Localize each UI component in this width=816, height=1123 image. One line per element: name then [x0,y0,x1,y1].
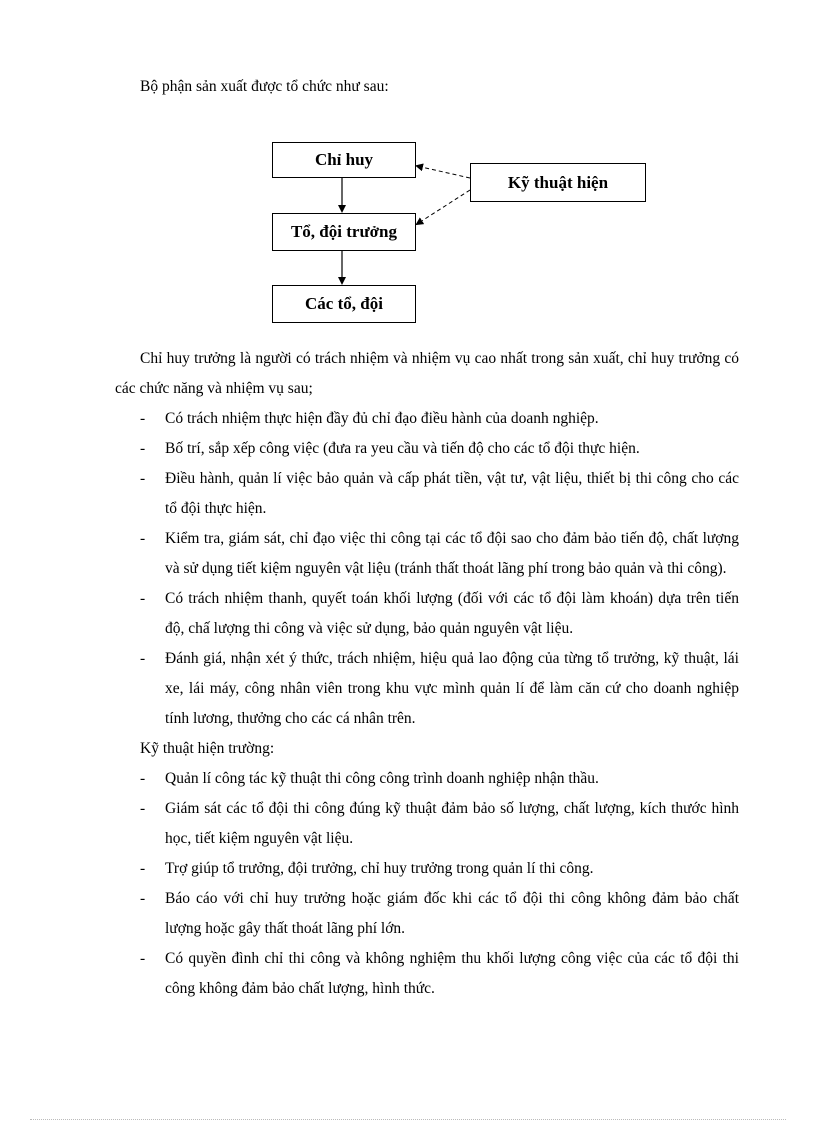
org-diagram [0,0,816,340]
bullet-dash: - [140,470,146,487]
technical-duty-5: Có quyền đình chỉ thi công và không nghiệm thu khối lượng công việc của các tổ đội thi công không đảm bảo chất lượng, hình thức. [165,950,739,997]
list-item [115,884,739,944]
bullet-dash: - [140,410,146,427]
box-team-leader [272,213,416,251]
box-team-leader-label: Tổ, đội trưởng [290,222,398,241]
commander-duty-6: Đánh giá, nhận xét ý thức, trách nhiệm, hiệu quả lao động của từng tổ trưởng, kỹ thuật, lái xe, lái máy, công nhân viên trong khu vực mình quản lí để làm căn cứ cho doanh nghiệp tính lương, thưởng cho các cá nhân trên. [165,650,739,727]
box-site-technical [470,163,646,202]
list-item [115,464,739,524]
technical-duty-1: Quản lí công tác kỹ thuật thi công công trình doanh nghiệp nhận thầu. [165,770,599,787]
list-item [115,584,739,644]
bullet-dash: - [140,950,146,967]
commander-duty-5: Có trách nhiệm thanh, quyết toán khối lượng (đối với các tổ đội làm khoán) dựa trên tiến độ, chấ lượng thi công và việc sử dụng, bảo quản nguyên vật liệu. [165,590,739,637]
technical-duty-4: Báo cáo với chỉ huy trưởng hoặc giám đốc khi các tổ đội thi công không đảm bảo chất lượng hoặc gây thất thoát lãng phí lớn. [165,890,739,937]
list-item [115,854,739,884]
list-item [115,404,739,434]
box-teams [272,285,416,323]
bullet-dash: - [140,440,146,457]
bullet-dash: - [140,860,146,877]
commander-duty-3: Điều hành, quản lí việc bảo quản và cấp phát tiền, vật tư, vật liệu, thiết bị thi công cho các tổ đội thực hiện. [165,470,739,517]
intro-text: Bộ phận sản xuất được tổ chức như sau: [140,78,389,95]
commander-duty-4: Kiểm tra, giám sát, chỉ đạo việc thi công tại các tổ đội sao cho đảm bảo tiến độ, chất lượng và sử dụng tiết kiệm nguyên vật liệu (tránh thất thoát lãng phí trong bảo quản và thi công). [165,530,739,577]
list-item [115,644,739,734]
bullet-dash: - [140,530,146,547]
commander-duty-1: Có trách nhiệm thực hiện đầy đủ chỉ đạo điều hành của doanh nghiệp. [165,410,599,427]
list-item [115,794,739,854]
bullet-dash: - [140,650,146,667]
bullet-dash: - [140,890,146,907]
box-commander-label: Chỉ huy [314,150,374,169]
page-bottom-divider [30,1119,786,1120]
list-item [115,944,739,1004]
bullet-dash: - [140,590,146,607]
technical-heading: Kỹ thuật hiện trường: [140,740,275,757]
technical-duty-3: Trợ giúp tổ trưởng, đội trưởng, chỉ huy trưởng trong quản lí thi công. [165,860,594,877]
commander-paragraph: Chỉ huy trưởng là người có trách nhiệm và nhiệm vụ cao nhất trong sản xuất, chỉ huy trưởng có các chức năng và nhiệm vụ sau; [115,350,739,397]
dashed-arrow-to-leader [417,190,470,224]
list-item [115,764,739,794]
body-text [115,344,739,1004]
commander-duty-2: Bố trí, sắp xếp công việc (đưa ra yeu cầu và tiến độ cho các tổ đội thực hiện. [165,440,640,457]
list-item [115,434,739,464]
bullet-dash: - [140,800,146,817]
dashed-arrow-to-commander [417,166,470,178]
bullet-dash: - [140,770,146,787]
box-commander [272,142,416,178]
box-teams-label: Các tổ, đội [305,294,383,313]
box-site-technical-label: Kỹ thuật hiện [507,172,609,192]
list-item [115,524,739,584]
technical-duty-2: Giám sát các tổ đội thi công đúng kỹ thuật đảm bảo số lượng, chất lượng, kích thước hình học, tiết kiệm nguyên vật liệu. [165,800,739,847]
